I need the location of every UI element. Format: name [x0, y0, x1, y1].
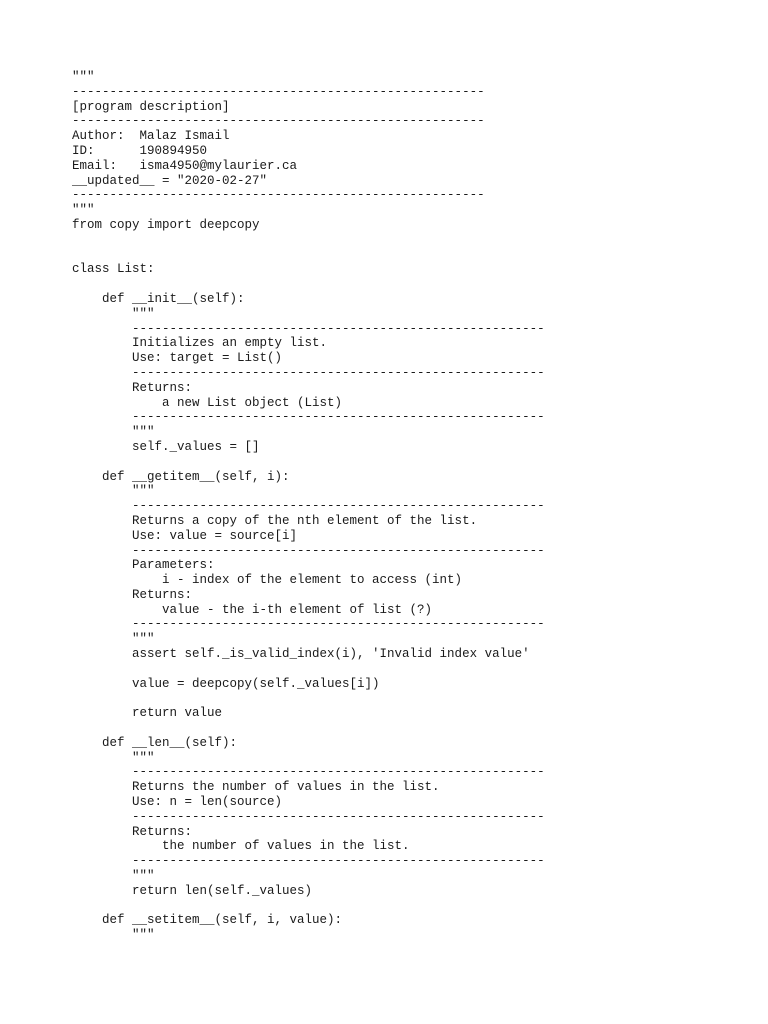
code-line: [72, 691, 732, 706]
code-line: -------------------------------------------------------: [72, 617, 545, 632]
code-line: Email: isma4950@mylaurier.ca: [72, 158, 298, 173]
code-line: i - index of the element to access (int): [72, 573, 463, 588]
code-line: assert self._is_valid_index(i), 'Invalid index value': [72, 647, 530, 662]
code-line: -------------------------------------------------------: [72, 84, 485, 99]
code-line: Returns a copy of the nth element of the list.: [72, 513, 478, 528]
code-line: Use: target = List(): [72, 351, 283, 366]
code-line: [72, 899, 732, 914]
code-line: [program description]: [72, 99, 230, 114]
code-line: -------------------------------------------------------: [72, 188, 485, 203]
code-line: return value: [72, 706, 223, 721]
code-line: """: [72, 203, 95, 218]
code-line: -------------------------------------------------------: [72, 854, 545, 869]
code-listing: [72, 70, 732, 943]
code-line: """: [72, 928, 155, 943]
code-line: """: [72, 484, 155, 499]
code-line: Returns:: [72, 587, 193, 602]
code-line: [72, 662, 732, 677]
code-line: """: [72, 632, 155, 647]
code-line: """: [72, 70, 95, 84]
code-line: Returns:: [72, 380, 193, 395]
code-line: -------------------------------------------------------: [72, 543, 545, 558]
code-line: def __getitem__(self, i):: [72, 469, 290, 484]
code-line: Returns the number of values in the list.: [72, 780, 440, 795]
code-line: [72, 248, 732, 263]
code-line: """: [72, 306, 155, 321]
code-line: -------------------------------------------------------: [72, 321, 545, 336]
code-line: class List:: [72, 262, 155, 277]
code-line: [72, 233, 732, 248]
code-line: return len(self._values): [72, 883, 313, 898]
code-line: """: [72, 869, 155, 884]
code-line: """: [72, 750, 155, 765]
code-line: Use: n = len(source): [72, 795, 283, 810]
code-line: -------------------------------------------------------: [72, 499, 545, 514]
code-line: [72, 721, 732, 736]
code-line: value - the i-th element of list (?): [72, 602, 433, 617]
code-line: Parameters:: [72, 558, 215, 573]
code-line: ID: 190894950: [72, 143, 208, 158]
code-line: Initializes an empty list.: [72, 336, 328, 351]
code-line: a new List object (List): [72, 395, 343, 410]
code-line: self._values = []: [72, 439, 260, 454]
code-line: value = deepcopy(self._values[i]): [72, 676, 380, 691]
code-line: Returns:: [72, 824, 193, 839]
code-line: from copy import deepcopy: [72, 217, 260, 232]
code-line: [72, 455, 732, 470]
code-line: def __len__(self):: [72, 735, 238, 750]
code-line: def __setitem__(self, i, value):: [72, 913, 343, 928]
code-line: -------------------------------------------------------: [72, 410, 545, 425]
code-line: -------------------------------------------------------: [72, 114, 485, 129]
code-line: -------------------------------------------------------: [72, 809, 545, 824]
code-line: Use: value = source[i]: [72, 528, 298, 543]
code-line: -------------------------------------------------------: [72, 365, 545, 380]
code-line: __updated__ = "2020-02-27": [72, 173, 268, 188]
code-line: def __init__(self):: [72, 291, 245, 306]
code-line: Author: Malaz Ismail: [72, 129, 230, 144]
code-line: """: [72, 425, 155, 440]
code-line: -------------------------------------------------------: [72, 765, 545, 780]
code-line: the number of values in the list.: [72, 839, 410, 854]
code-line: [72, 277, 732, 292]
